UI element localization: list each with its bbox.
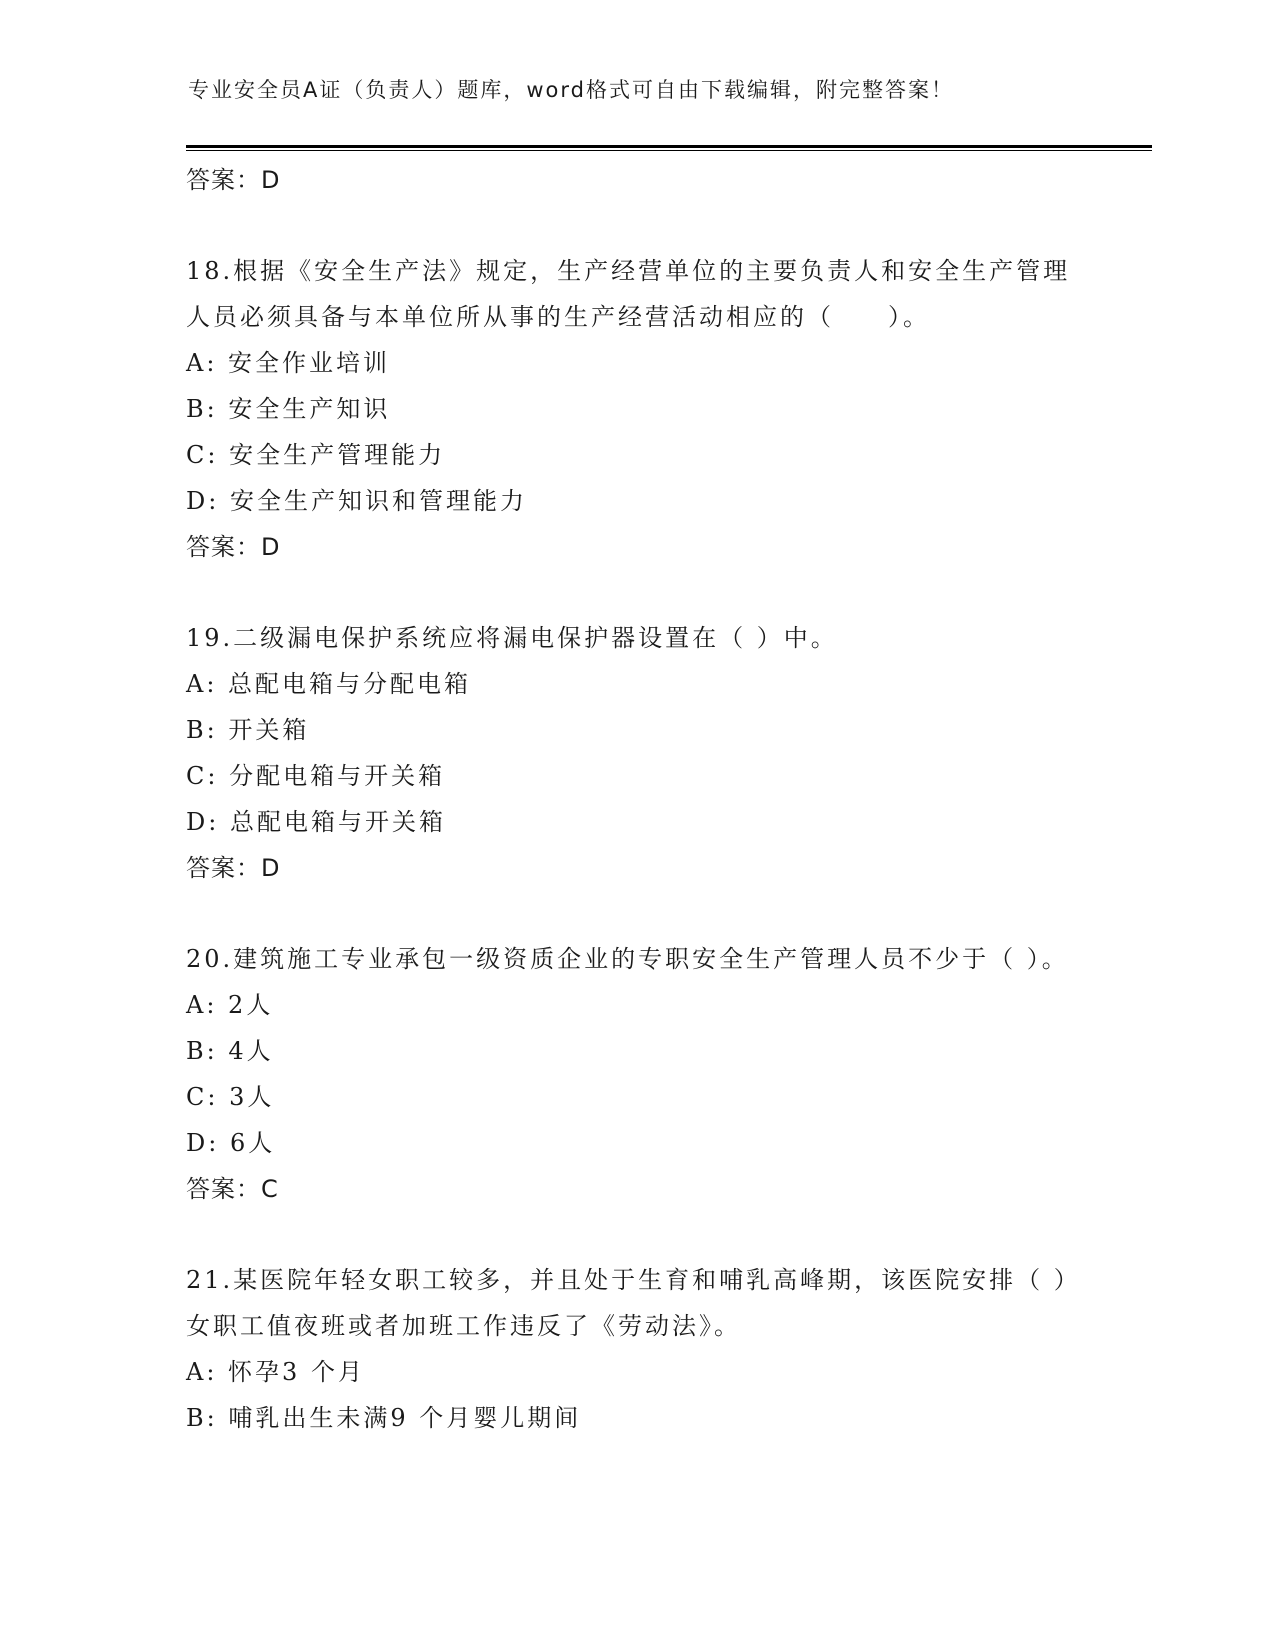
answer-line: 答案：D [186,854,281,882]
option-c: C: 安全生产管理能力 [186,441,446,469]
option-c: C: 分配电箱与开关箱 [186,762,446,790]
option-d: D: 安全生产知识和管理能力 [186,487,527,515]
question-list [186,157,1086,1441]
question-stem: 20.建筑施工专业承包一级资质企业的专职安全生产管理人员不少于（ ）。 [186,945,1069,973]
question-block [186,248,1086,570]
option-c: C: 3人 [186,1083,275,1111]
header-rule-thin [186,150,1152,151]
option-a: A: 安全作业培训 [186,349,391,377]
option-a: A: 总配电箱与分配电箱 [186,670,472,698]
question-block [186,936,1086,1212]
option-d: D: 总配电箱与开关箱 [186,808,446,836]
option-b: B: 哺乳出生未满9 个月婴儿期间 [186,1404,582,1432]
question-block [186,1257,1086,1441]
header-rule [186,145,1152,148]
option-b: B: 开关箱 [186,716,310,744]
question-stem: 18.根据《安全生产法》规定，生产经营单位的主要负责人和安全生产管理人员必须具备与本单位所从事的生产经营活动相应的（ ）。 [186,257,1071,331]
option-a: A: 怀孕3 个月 [186,1358,365,1386]
answer-line: 答案：D [186,533,281,561]
option-b: B: 安全生产知识 [186,395,391,423]
option-b: B: 4人 [186,1037,274,1065]
question-stem: 19.二级漏电保护系统应将漏电保护器设置在（ ）中。 [186,624,838,652]
answer-line: 答案：D [186,166,281,194]
question-block [186,615,1086,891]
option-a: A: 2人 [186,991,274,1019]
answer-line: 答案：C [186,1175,279,1203]
question-stem: 21.某医院年轻女职工较多，并且处于生育和哺乳高峰期，该医院安排（ ）女职工值夜班或者加班工作违反了《劳动法》。 [186,1266,1081,1340]
option-d: D: 6人 [186,1129,276,1157]
document-header: 专业安全员A证（负责人）题库，word格式可自由下载编辑，附完整答案！ [188,78,954,102]
